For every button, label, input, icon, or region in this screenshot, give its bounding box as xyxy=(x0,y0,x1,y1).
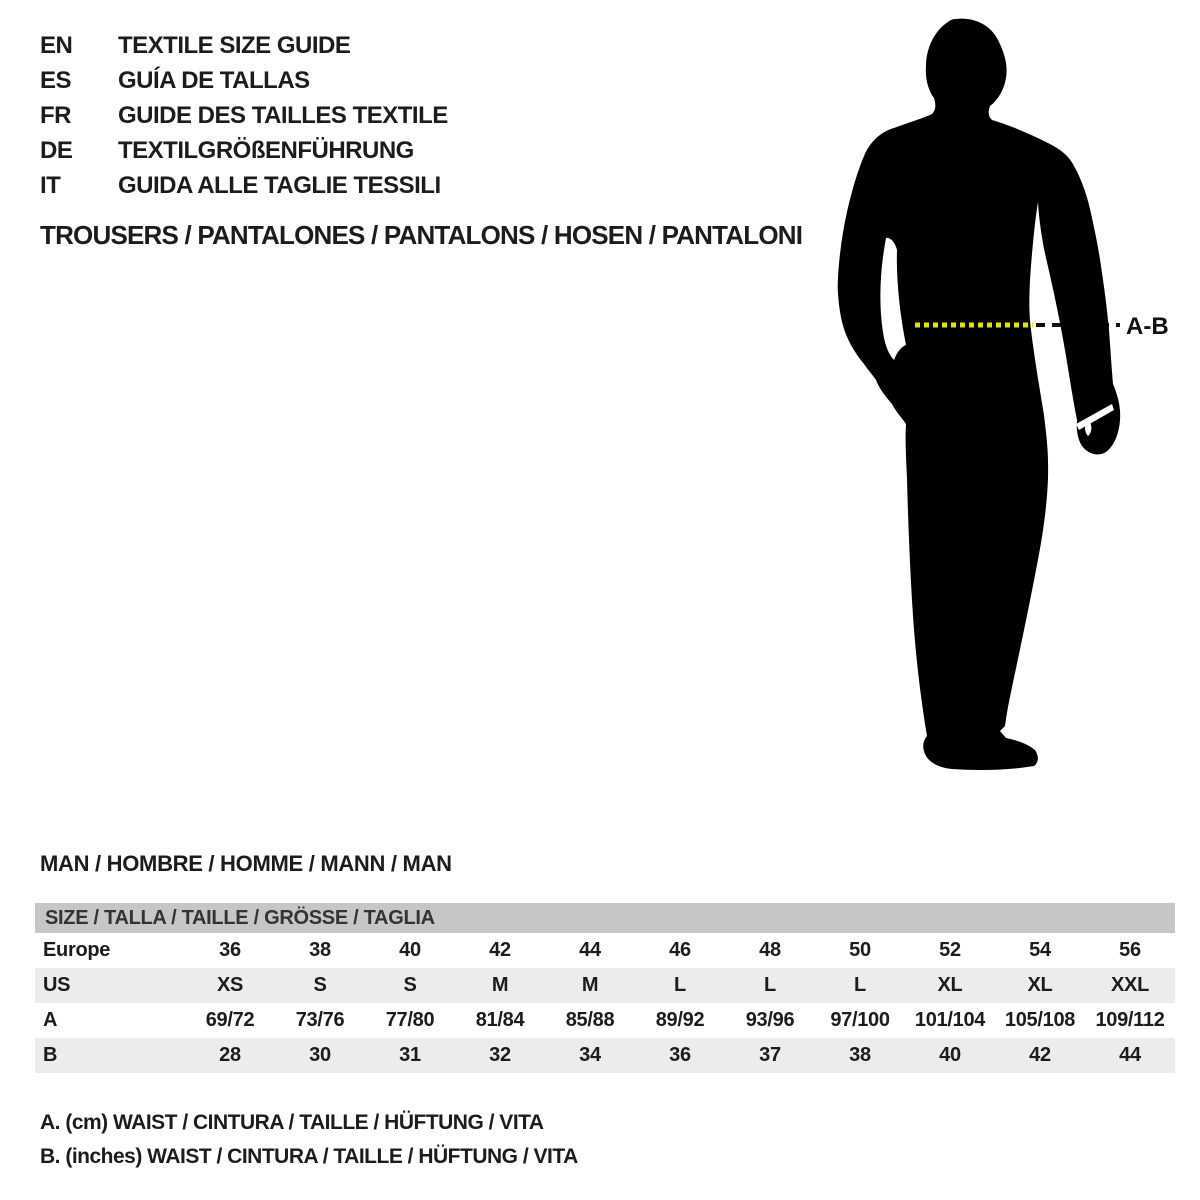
size-cell: 73/76 xyxy=(295,1009,345,1031)
size-cell: M xyxy=(581,974,599,996)
language-title: GUIDA ALLE TAGLIE TESSILI xyxy=(118,171,441,199)
language-row xyxy=(40,98,448,133)
table-row-us xyxy=(35,968,1175,1003)
size-cell: 40 xyxy=(939,1044,961,1066)
size-cell: 109/112 xyxy=(1095,1009,1165,1031)
table-header-row xyxy=(35,903,1175,933)
man-silhouette xyxy=(830,0,1200,800)
size-cell: XL xyxy=(1027,974,1053,996)
size-cell: 54 xyxy=(1029,939,1051,961)
man-body-shape xyxy=(838,19,1120,770)
size-cell: 105/108 xyxy=(1004,1009,1076,1031)
size-cell: 42 xyxy=(489,939,511,961)
size-cell: S xyxy=(313,974,327,996)
language-list xyxy=(40,28,448,203)
size-cell: 81/84 xyxy=(475,1009,525,1031)
table-row-b-inches xyxy=(35,1038,1175,1073)
size-cell: XL xyxy=(937,974,963,996)
size-cell: L xyxy=(764,974,776,996)
language-title: TEXTILGRÖßENFÜHRUNG xyxy=(118,136,414,164)
size-cell: 36 xyxy=(219,939,241,961)
table-row-a-cm xyxy=(35,1003,1175,1038)
table-header: SIZE / TALLA / TAILLE / GRÖSSE / TAGLIA xyxy=(35,903,1175,933)
section-heading: MAN / HOMBRE / HOMME / MANN / MAN xyxy=(40,851,452,876)
size-cell: 56 xyxy=(1119,939,1141,961)
size-cell: 31 xyxy=(399,1044,421,1066)
row-label: Europe xyxy=(43,939,111,961)
size-cell: 77/80 xyxy=(385,1009,435,1031)
language-row xyxy=(40,133,448,168)
language-code: FR xyxy=(40,101,71,129)
size-cell: 44 xyxy=(579,939,601,961)
size-cell: 38 xyxy=(849,1044,871,1066)
size-cell: 50 xyxy=(849,939,871,961)
row-label: B xyxy=(43,1044,58,1066)
size-table xyxy=(35,903,1175,1073)
language-code: DE xyxy=(40,136,73,164)
size-cell: 40 xyxy=(399,939,421,961)
size-cell: 69/72 xyxy=(205,1009,255,1031)
product-heading: TROUSERS / PANTALONES / PANTALONS / HOSEN / PANTALONI xyxy=(40,220,803,250)
row-label: A xyxy=(43,1009,58,1031)
size-cell: 97/100 xyxy=(830,1009,890,1031)
language-code: IT xyxy=(40,171,61,199)
measure-label: A-B xyxy=(1126,313,1169,340)
language-title: GUÍA DE TALLAS xyxy=(118,66,310,94)
table-row-europe xyxy=(35,933,1175,968)
size-cell: 85/88 xyxy=(565,1009,615,1031)
size-cell: 52 xyxy=(939,939,961,961)
language-row xyxy=(40,63,448,98)
size-cell: 32 xyxy=(489,1044,511,1066)
footnote-b: B. (inches) WAIST / CINTURA / TAILLE / HÜFTUNG / VITA xyxy=(40,1145,578,1168)
size-cell: 48 xyxy=(759,939,781,961)
language-title: TEXTILE SIZE GUIDE xyxy=(118,31,351,59)
size-cell: 93/96 xyxy=(745,1009,795,1031)
language-title: GUIDE DES TAILLES TEXTILE xyxy=(118,101,448,129)
size-cell: 37 xyxy=(759,1044,781,1066)
size-cell: S xyxy=(403,974,417,996)
size-cell: XS xyxy=(216,974,244,996)
size-cell: 30 xyxy=(309,1044,331,1066)
size-cell: 42 xyxy=(1029,1044,1051,1066)
size-cell: L xyxy=(674,974,686,996)
footnote-a: A. (cm) WAIST / CINTURA / TAILLE / HÜFTUNG / VITA xyxy=(40,1111,544,1134)
language-code: ES xyxy=(40,66,72,94)
language-row xyxy=(40,168,448,203)
size-cell: 38 xyxy=(309,939,331,961)
size-cell: 28 xyxy=(219,1044,241,1066)
size-cell: XXL xyxy=(1111,974,1149,996)
language-row xyxy=(40,28,448,63)
row-label: US xyxy=(43,974,71,996)
size-cell: 101/104 xyxy=(914,1009,986,1031)
size-cell: 89/92 xyxy=(655,1009,705,1031)
size-cell: 34 xyxy=(579,1044,601,1066)
footnotes xyxy=(40,1106,578,1174)
size-cell: 44 xyxy=(1119,1044,1141,1066)
size-cell: M xyxy=(491,974,509,996)
size-cell: L xyxy=(854,974,866,996)
language-code: EN xyxy=(40,31,73,59)
size-cell: 36 xyxy=(669,1044,691,1066)
size-cell: 46 xyxy=(669,939,691,961)
